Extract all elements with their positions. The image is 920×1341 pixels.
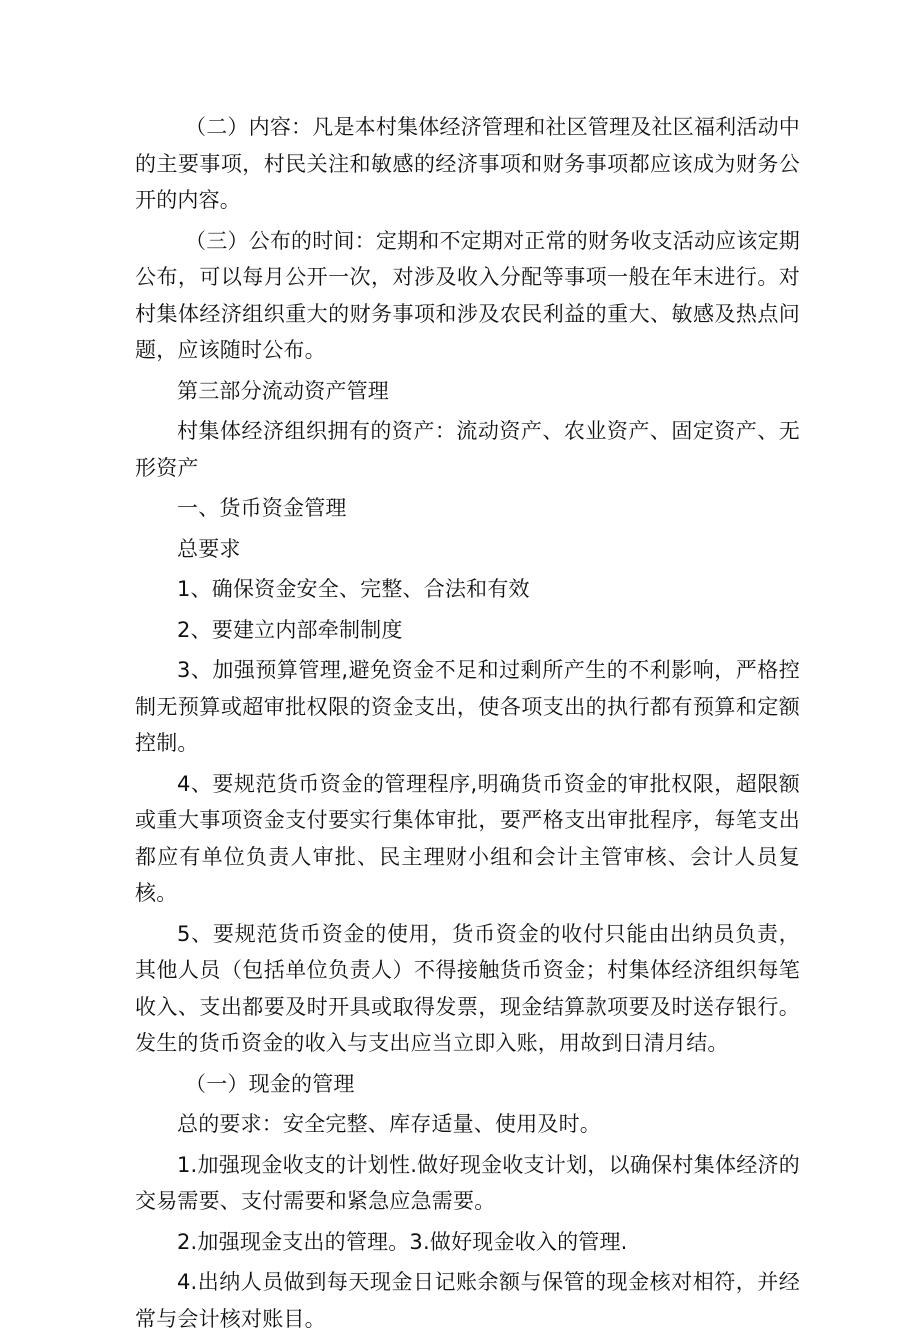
- heading-monetary-funds: 一、货币资金管理: [177, 496, 347, 520]
- list-item-2: 2、要建立内部牵制制度: [177, 617, 403, 642]
- heading-general-requirements: 总要求: [177, 536, 241, 561]
- paragraph-asset-types: 村集体经济组织拥有的资产：流动资产、农业资产、固定资产、无形资产: [135, 419, 800, 480]
- list-item-5: 5、要规范货币资金的使用，货币资金的收付只能由出纳员负责，其他人员（包括单位负责人）不得接触货币资金；村集体经济组织每笔收入、支出都要及时开具或取得发票，现金结算款项要及时送存银行。发生的货币资金的收入与支出应当立即入账，用故到日清月结。: [135, 921, 800, 1055]
- paragraph-publish-time: （三）公布的时间：定期和不定期对正常的财务收支活动应该定期公布，可以每月公开一次，对涉及收入分配等事项一般在年末进行。对村集体经济组织重大的财务事项和涉及农民利益的重大、敏感及热点问题，应该随时公布。: [135, 228, 800, 362]
- document-body: [135, 109, 800, 1341]
- cash-item-4: 4.出纳人员做到每天现金日记账余额与保管的现金核对相符，并经常与会计核对账目。: [135, 1270, 800, 1331]
- cash-item-2-3: 2.加强现金支出的管理。3.做好现金收入的管理.: [177, 1229, 628, 1254]
- paragraph-cash-overall-requirements: 总的要求：安全完整、库存适量、使用及时。: [177, 1112, 601, 1136]
- list-item-4: 4、要规范货币资金的管理程序,明确货币资金的审批权限，超限额或重大事项资金支付要实行集体审批，要严格支出审批程序，每笔支出都应有单位负责人审批、民主理财小组和会计主管审核、会计人员复核。: [135, 771, 800, 905]
- list-item-1: 1、确保资金安全、完整、合法和有效: [177, 577, 530, 601]
- section-heading-part-three: 第三部分流动资产管理: [177, 378, 389, 403]
- list-item-3: 3、加强预算管理,避免资金不足和过剩所产生的不利影响，严格控制无预算或超审批权限的资金支出，使各项支出的执行都有预算和定额控制。: [135, 658, 800, 755]
- cash-item-1: 1.加强现金收支的计划性.做好现金收支计划，以确保村集体经济的交易需要、支付需要和紧急应急需要。: [135, 1152, 800, 1213]
- paragraph-content-scope: （二）内容：凡是本村集体经济管理和社区管理及社区福利活动中的主要事项，村民关注和敏感的经济事项和财务事项都应该成为财务公开的内容。: [135, 115, 800, 212]
- heading-cash-management: （一）现金的管理: [185, 1071, 355, 1096]
